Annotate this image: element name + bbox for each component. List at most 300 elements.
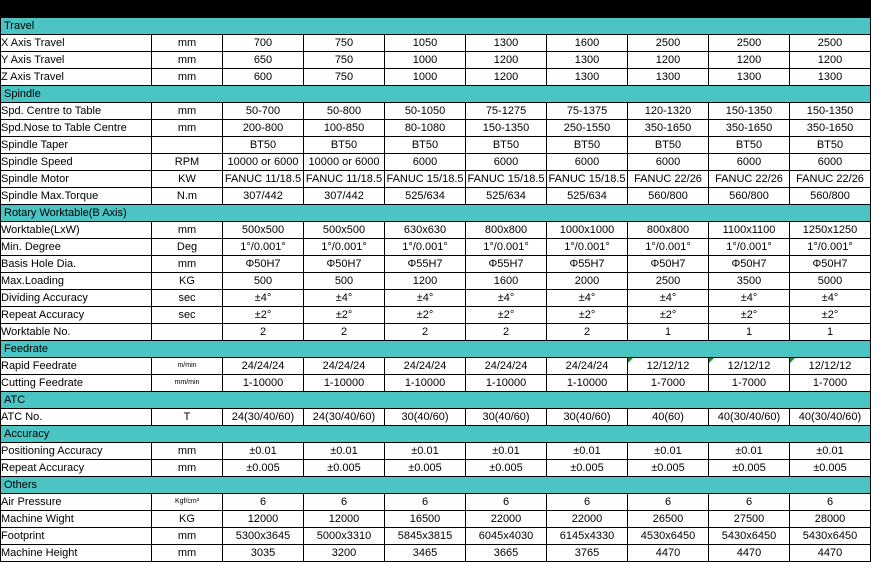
spec-value-cell: 24/24/24 bbox=[385, 358, 466, 375]
section-header-row bbox=[1, 426, 871, 443]
table-row bbox=[1, 290, 871, 307]
column-header-model: MHMC63 bbox=[385, 1, 466, 18]
row-unit: mm bbox=[152, 443, 223, 460]
section-header-row bbox=[1, 341, 871, 358]
spec-value-cell: ±4° bbox=[385, 290, 466, 307]
spec-value-cell: Φ50H7 bbox=[709, 256, 790, 273]
table-row bbox=[1, 188, 871, 205]
spec-value-cell: 250-1550 bbox=[547, 120, 628, 137]
spec-value-cell: 1°/0.001° bbox=[628, 239, 709, 256]
spec-value-cell: ±0.01 bbox=[304, 443, 385, 460]
row-label: Spindle Speed bbox=[1, 154, 152, 171]
spec-value-cell: 6045x4030 bbox=[466, 528, 547, 545]
row-label: Y Axis Travel bbox=[1, 52, 152, 69]
spec-value-cell: 560/800 bbox=[709, 188, 790, 205]
row-label: Spindle Taper bbox=[1, 137, 152, 154]
row-label: Rapid Feedrate bbox=[1, 358, 152, 375]
spec-value-cell: 1100x1100 bbox=[709, 222, 790, 239]
table-row bbox=[1, 307, 871, 324]
spec-value-cell: Φ55H7 bbox=[466, 256, 547, 273]
row-label: Dividing Accuracy bbox=[1, 290, 152, 307]
row-unit: mm bbox=[152, 103, 223, 120]
spec-value-cell: 500x500 bbox=[223, 222, 304, 239]
spec-value-cell: ±2° bbox=[709, 307, 790, 324]
spec-value-cell: FANUC 15/18.5 bbox=[547, 171, 628, 188]
spec-value-cell: 6 bbox=[628, 494, 709, 511]
section-header-row bbox=[1, 205, 871, 222]
spec-value-cell: 6000 bbox=[709, 154, 790, 171]
spec-value-cell: ±0.01 bbox=[628, 443, 709, 460]
spec-value-cell: ±4° bbox=[466, 290, 547, 307]
spec-value-cell: BT50 bbox=[709, 137, 790, 154]
spec-value-cell: 4470 bbox=[790, 545, 871, 562]
row-label: Positioning Accuracy bbox=[1, 443, 152, 460]
row-unit bbox=[152, 324, 223, 341]
section-title: Accuracy bbox=[1, 426, 871, 443]
spec-value-cell: 6 bbox=[547, 494, 628, 511]
spec-value-cell: 50-1050 bbox=[385, 103, 466, 120]
spec-value-cell: 1-10000 bbox=[223, 375, 304, 392]
spec-value-cell: 30(40/60) bbox=[385, 409, 466, 426]
spec-value-cell: 30(40/60) bbox=[547, 409, 628, 426]
spec-value-cell: 2000 bbox=[547, 273, 628, 290]
spec-value-cell: 22000 bbox=[547, 511, 628, 528]
spec-value-cell: FANUC 22/26 bbox=[790, 171, 871, 188]
section-title: ATC bbox=[1, 392, 871, 409]
spec-value-cell: 750 bbox=[304, 52, 385, 69]
column-header-model: MHMC1250T bbox=[790, 1, 871, 18]
row-unit: KG bbox=[152, 273, 223, 290]
spec-value-cell: 3500 bbox=[709, 273, 790, 290]
table-row bbox=[1, 358, 871, 375]
section-header-row bbox=[1, 477, 871, 494]
spec-value-cell: 50-700 bbox=[223, 103, 304, 120]
spec-value-cell: 2500 bbox=[628, 273, 709, 290]
spec-value-cell: 1200 bbox=[790, 52, 871, 69]
section-header-row bbox=[1, 18, 871, 35]
spec-value-cell: 525/634 bbox=[385, 188, 466, 205]
table-row bbox=[1, 545, 871, 562]
row-unit: mm bbox=[152, 528, 223, 545]
spec-value-cell: 12000 bbox=[223, 511, 304, 528]
column-header-model: MHMC50B bbox=[304, 1, 385, 18]
spec-value-cell: 40(30/40/60) bbox=[709, 409, 790, 426]
spec-value-cell: 75-1275 bbox=[466, 103, 547, 120]
spec-value-cell: 307/442 bbox=[304, 188, 385, 205]
spec-value-cell: 4470 bbox=[628, 545, 709, 562]
section-title: Spindle bbox=[1, 86, 871, 103]
spec-value-cell: 750 bbox=[304, 35, 385, 52]
spec-value-cell: ±0.005 bbox=[628, 460, 709, 477]
spec-value-cell: 1°/0.001° bbox=[547, 239, 628, 256]
row-unit: mm bbox=[152, 69, 223, 86]
spec-value-cell: 1300 bbox=[628, 69, 709, 86]
spec-value-cell: Φ50H7 bbox=[628, 256, 709, 273]
row-unit: mm/min bbox=[152, 375, 223, 392]
spec-value-cell: ±0.005 bbox=[709, 460, 790, 477]
spec-value-cell: FANUC 15/18.5 bbox=[466, 171, 547, 188]
spec-value-cell: 2 bbox=[304, 324, 385, 341]
spec-value-cell: 1°/0.001° bbox=[223, 239, 304, 256]
spec-value-cell: 3665 bbox=[466, 545, 547, 562]
spec-value-cell: 700 bbox=[223, 35, 304, 52]
row-unit bbox=[152, 137, 223, 154]
row-unit: m/min bbox=[152, 358, 223, 375]
spec-value-cell: 75-1375 bbox=[547, 103, 628, 120]
spec-value-cell: 3765 bbox=[547, 545, 628, 562]
spec-value-cell: 1200 bbox=[709, 52, 790, 69]
spec-value-cell: 2 bbox=[223, 324, 304, 341]
column-header-model: MHMC110T bbox=[709, 1, 790, 18]
spec-value-cell: 1-7000 bbox=[790, 375, 871, 392]
spec-value-cell: 3200 bbox=[304, 545, 385, 562]
spec-value-cell: BT50 bbox=[304, 137, 385, 154]
row-unit: Kgf/cm² bbox=[152, 494, 223, 511]
spec-value-cell: 1300 bbox=[466, 35, 547, 52]
table-row bbox=[1, 120, 871, 137]
spec-value-cell: 800x800 bbox=[466, 222, 547, 239]
spec-value-cell: 1300 bbox=[709, 69, 790, 86]
spec-value-cell: 1-10000 bbox=[304, 375, 385, 392]
spec-value-cell: ±2° bbox=[628, 307, 709, 324]
spec-value-cell: 200-800 bbox=[223, 120, 304, 137]
table-row bbox=[1, 460, 871, 477]
row-label: Machine Wight bbox=[1, 511, 152, 528]
spec-value-cell: 560/800 bbox=[790, 188, 871, 205]
spec-value-cell: 1-10000 bbox=[547, 375, 628, 392]
spec-value-cell: 24/24/24 bbox=[223, 358, 304, 375]
section-title: Travel bbox=[1, 18, 871, 35]
row-unit: mm bbox=[152, 545, 223, 562]
row-unit: mm bbox=[152, 52, 223, 69]
spec-value-cell: 1200 bbox=[466, 69, 547, 86]
spec-value-cell: 24/24/24 bbox=[466, 358, 547, 375]
spec-value-cell: 12/12/12 bbox=[790, 358, 871, 375]
table-row bbox=[1, 375, 871, 392]
spec-value-cell: 6145x4330 bbox=[547, 528, 628, 545]
row-label: Worktable(LxW) bbox=[1, 222, 152, 239]
table-row bbox=[1, 256, 871, 273]
spec-value-cell: 1300 bbox=[547, 52, 628, 69]
spec-value-cell: 28000 bbox=[790, 511, 871, 528]
row-unit: T bbox=[152, 409, 223, 426]
row-unit: N.m bbox=[152, 188, 223, 205]
section-header-row bbox=[1, 392, 871, 409]
row-label: Z Axis Travel bbox=[1, 69, 152, 86]
spec-value-cell: 1250x1250 bbox=[790, 222, 871, 239]
section-title: Rotary Worktable(B Axis) bbox=[1, 205, 871, 222]
row-unit: mm bbox=[152, 460, 223, 477]
row-unit: mm bbox=[152, 256, 223, 273]
spec-value-cell: ±0.005 bbox=[385, 460, 466, 477]
table-row bbox=[1, 35, 871, 52]
spec-value-cell: 24(30/40/60) bbox=[304, 409, 385, 426]
spec-value-cell: 10000 or 6000 bbox=[223, 154, 304, 171]
row-label: X Axis Travel bbox=[1, 35, 152, 52]
spec-value-cell: ±0.01 bbox=[709, 443, 790, 460]
spec-value-cell: 6 bbox=[709, 494, 790, 511]
section-title: Others bbox=[1, 477, 871, 494]
spec-value-cell: BT50 bbox=[628, 137, 709, 154]
section-header-row bbox=[1, 86, 871, 103]
table-row bbox=[1, 324, 871, 341]
spec-value-cell: 1°/0.001° bbox=[709, 239, 790, 256]
row-label: Footprint bbox=[1, 528, 152, 545]
row-unit: sec bbox=[152, 307, 223, 324]
spec-value-cell: 350-1650 bbox=[790, 120, 871, 137]
spec-value-cell: 2 bbox=[547, 324, 628, 341]
spec-value-cell: ±4° bbox=[304, 290, 385, 307]
table-row bbox=[1, 239, 871, 256]
spec-value-cell: ±0.005 bbox=[304, 460, 385, 477]
spec-value-cell: 1000x1000 bbox=[547, 222, 628, 239]
spec-value-cell: 1°/0.001° bbox=[304, 239, 385, 256]
row-unit: mm bbox=[152, 35, 223, 52]
spec-value-cell: 1300 bbox=[790, 69, 871, 86]
row-label: Basis Hole Dia. bbox=[1, 256, 152, 273]
spec-value-cell: 1-10000 bbox=[466, 375, 547, 392]
spec-value-cell: 40(60) bbox=[628, 409, 709, 426]
spec-value-cell: 6000 bbox=[628, 154, 709, 171]
spec-value-cell: 350-1650 bbox=[628, 120, 709, 137]
spec-value-cell: 30(40/60) bbox=[466, 409, 547, 426]
spec-value-cell: 1°/0.001° bbox=[385, 239, 466, 256]
spec-value-cell: 4470 bbox=[709, 545, 790, 562]
spec-value-cell: ±0.01 bbox=[790, 443, 871, 460]
spec-value-cell: 2500 bbox=[790, 35, 871, 52]
row-label: Max.Loading bbox=[1, 273, 152, 290]
column-header-model: MHMC50A bbox=[223, 1, 304, 18]
spec-value-cell: ±2° bbox=[223, 307, 304, 324]
spec-value-cell: 1000 bbox=[385, 52, 466, 69]
spec-value-cell: 5300x3645 bbox=[223, 528, 304, 545]
spec-value-cell: 6 bbox=[466, 494, 547, 511]
row-label: Air Pressure bbox=[1, 494, 152, 511]
table-row bbox=[1, 69, 871, 86]
spec-value-cell: ±4° bbox=[223, 290, 304, 307]
spec-value-cell: 5430x6450 bbox=[709, 528, 790, 545]
section-title: Feedrate bbox=[1, 341, 871, 358]
spec-value-cell: 150-1350 bbox=[790, 103, 871, 120]
spec-value-cell: Φ55H7 bbox=[385, 256, 466, 273]
spec-value-cell: 1600 bbox=[547, 35, 628, 52]
column-header-model: MHMC100 bbox=[547, 1, 628, 18]
row-label: Spindle Motor bbox=[1, 171, 152, 188]
spec-value-cell: 2500 bbox=[709, 35, 790, 52]
spec-value-cell: 40(30/40/60) bbox=[790, 409, 871, 426]
table-row bbox=[1, 511, 871, 528]
row-unit: RPM bbox=[152, 154, 223, 171]
spec-value-cell: 650 bbox=[223, 52, 304, 69]
spec-value-cell: 16500 bbox=[385, 511, 466, 528]
spec-value-cell: 1 bbox=[628, 324, 709, 341]
spec-value-cell: BT50 bbox=[385, 137, 466, 154]
row-unit: sec bbox=[152, 290, 223, 307]
spec-value-cell: 1 bbox=[790, 324, 871, 341]
spec-value-cell: 1200 bbox=[628, 52, 709, 69]
spec-value-cell: ±4° bbox=[547, 290, 628, 307]
spec-value-cell: 10000 or 6000 bbox=[304, 154, 385, 171]
spec-value-cell: ±0.01 bbox=[385, 443, 466, 460]
spec-value-cell: ±0.01 bbox=[223, 443, 304, 460]
row-unit: mm bbox=[152, 222, 223, 239]
spec-value-cell: 12/12/12 bbox=[628, 358, 709, 375]
spec-value-cell: 500 bbox=[223, 273, 304, 290]
spec-value-cell: ±4° bbox=[790, 290, 871, 307]
spec-value-cell: ±0.005 bbox=[223, 460, 304, 477]
header-row bbox=[1, 1, 871, 18]
spec-value-cell: 1°/0.001° bbox=[466, 239, 547, 256]
row-label: Spd.Nose to Table Centre bbox=[1, 120, 152, 137]
table-row bbox=[1, 103, 871, 120]
spec-value-cell: ±0.01 bbox=[547, 443, 628, 460]
spec-value-cell: BT50 bbox=[223, 137, 304, 154]
spec-value-cell: 1-10000 bbox=[385, 375, 466, 392]
spec-value-cell: ±0.005 bbox=[790, 460, 871, 477]
spec-value-cell: FANUC 11/18.5 bbox=[223, 171, 304, 188]
row-label: Machine Height bbox=[1, 545, 152, 562]
row-label: Cutting Feedrate bbox=[1, 375, 152, 392]
spec-value-cell: 24(30/40/60) bbox=[223, 409, 304, 426]
spec-value-cell: 2500 bbox=[628, 35, 709, 52]
spec-value-cell: 1600 bbox=[466, 273, 547, 290]
row-unit: KG bbox=[152, 511, 223, 528]
table-row bbox=[1, 494, 871, 511]
spec-value-cell: Φ50H7 bbox=[223, 256, 304, 273]
spec-value-cell: ±2° bbox=[304, 307, 385, 324]
spec-value-cell: 1-7000 bbox=[628, 375, 709, 392]
spec-value-cell: 1200 bbox=[385, 273, 466, 290]
column-header-model: MHMC80T bbox=[628, 1, 709, 18]
spec-value-cell: 24/24/24 bbox=[304, 358, 385, 375]
spec-value-cell: 6 bbox=[790, 494, 871, 511]
spec-value-cell: ±2° bbox=[466, 307, 547, 324]
table-row bbox=[1, 273, 871, 290]
spec-value-cell: 6000 bbox=[385, 154, 466, 171]
spec-table-body bbox=[1, 18, 871, 562]
spec-value-cell: 525/634 bbox=[547, 188, 628, 205]
column-header-unit: Unit bbox=[152, 1, 223, 18]
table-row bbox=[1, 443, 871, 460]
spec-value-cell: 150-1350 bbox=[709, 103, 790, 120]
spec-value-cell: 5000 bbox=[790, 273, 871, 290]
spec-value-cell: 80-1080 bbox=[385, 120, 466, 137]
table-row bbox=[1, 528, 871, 545]
spec-value-cell: FANUC 22/26 bbox=[709, 171, 790, 188]
row-unit: mm bbox=[152, 120, 223, 137]
spec-value-cell: 5000x3310 bbox=[304, 528, 385, 545]
spec-value-cell: ±0.01 bbox=[466, 443, 547, 460]
spec-value-cell: 750 bbox=[304, 69, 385, 86]
table-row bbox=[1, 137, 871, 154]
spec-value-cell: 500x500 bbox=[304, 222, 385, 239]
spec-value-cell: 3465 bbox=[385, 545, 466, 562]
spec-value-cell: ±2° bbox=[547, 307, 628, 324]
spec-value-cell: 3035 bbox=[223, 545, 304, 562]
column-header-item: Item bbox=[1, 1, 152, 18]
spec-value-cell: ±0.005 bbox=[547, 460, 628, 477]
spec-value-cell: 350-1650 bbox=[709, 120, 790, 137]
table-row bbox=[1, 52, 871, 69]
column-header-model: MHMC80 bbox=[466, 1, 547, 18]
row-unit: KW bbox=[152, 171, 223, 188]
spec-value-cell: 27500 bbox=[709, 511, 790, 528]
table-row bbox=[1, 154, 871, 171]
spec-value-cell: Φ50H7 bbox=[790, 256, 871, 273]
spec-value-cell: 6 bbox=[385, 494, 466, 511]
spec-value-cell: ±2° bbox=[385, 307, 466, 324]
spec-value-cell: 100-850 bbox=[304, 120, 385, 137]
spec-value-cell: FANUC 11/18.5 bbox=[304, 171, 385, 188]
spec-value-cell: 1000 bbox=[385, 69, 466, 86]
spec-value-cell: 1°/0.001° bbox=[790, 239, 871, 256]
spec-value-cell: 6000 bbox=[790, 154, 871, 171]
spec-value-cell: ±2° bbox=[790, 307, 871, 324]
spec-value-cell: 800x800 bbox=[628, 222, 709, 239]
spec-value-cell: BT50 bbox=[466, 137, 547, 154]
spec-value-cell: 5430x6450 bbox=[790, 528, 871, 545]
row-label: Repeat Accuracy bbox=[1, 307, 152, 324]
spec-value-cell: 600 bbox=[223, 69, 304, 86]
spec-value-cell: BT50 bbox=[790, 137, 871, 154]
spec-value-cell: 1-7000 bbox=[709, 375, 790, 392]
spec-value-cell: ±0.005 bbox=[466, 460, 547, 477]
row-label: Repeat Accuracy bbox=[1, 460, 152, 477]
row-label: Min. Degree bbox=[1, 239, 152, 256]
spec-value-cell: Φ55H7 bbox=[547, 256, 628, 273]
spec-value-cell: 525/634 bbox=[466, 188, 547, 205]
spec-value-cell: FANUC 15/18.5 bbox=[385, 171, 466, 188]
spec-value-cell: 630x630 bbox=[385, 222, 466, 239]
spec-value-cell: 4530x6450 bbox=[628, 528, 709, 545]
spec-value-cell: FANUC 22/26 bbox=[628, 171, 709, 188]
row-label: ATC No. bbox=[1, 409, 152, 426]
table-row bbox=[1, 171, 871, 188]
spec-value-cell: 6000 bbox=[547, 154, 628, 171]
row-label: Worktable No. bbox=[1, 324, 152, 341]
spec-value-cell: 6 bbox=[304, 494, 385, 511]
spec-value-cell: 1200 bbox=[466, 52, 547, 69]
row-label: Spindle Max.Torque bbox=[1, 188, 152, 205]
spec-value-cell: 22000 bbox=[466, 511, 547, 528]
spec-value-cell: 120-1320 bbox=[628, 103, 709, 120]
spec-value-cell: ±4° bbox=[709, 290, 790, 307]
row-unit: Deg bbox=[152, 239, 223, 256]
spec-value-cell: Φ50H7 bbox=[304, 256, 385, 273]
spec-value-cell: 560/800 bbox=[628, 188, 709, 205]
spec-value-cell: 1300 bbox=[547, 69, 628, 86]
spec-value-cell: 12000 bbox=[304, 511, 385, 528]
spec-value-cell: 5845x3815 bbox=[385, 528, 466, 545]
spec-value-cell: 500 bbox=[304, 273, 385, 290]
spec-value-cell: 2 bbox=[385, 324, 466, 341]
table-row bbox=[1, 409, 871, 426]
spec-value-cell: 6 bbox=[223, 494, 304, 511]
spec-value-cell: BT50 bbox=[547, 137, 628, 154]
spec-value-cell: 50-800 bbox=[304, 103, 385, 120]
spec-value-cell: 1050 bbox=[385, 35, 466, 52]
spec-value-cell: 6000 bbox=[466, 154, 547, 171]
spec-value-cell: 26500 bbox=[628, 511, 709, 528]
spec-value-cell: 12/12/12 bbox=[709, 358, 790, 375]
spec-value-cell: 150-1350 bbox=[466, 120, 547, 137]
spec-value-cell: 2 bbox=[466, 324, 547, 341]
row-label: Spd. Centre to Table bbox=[1, 103, 152, 120]
spec-value-cell: 307/442 bbox=[223, 188, 304, 205]
spec-value-cell: 24/24/24 bbox=[547, 358, 628, 375]
table-row bbox=[1, 222, 871, 239]
spec-value-cell: ±4° bbox=[628, 290, 709, 307]
